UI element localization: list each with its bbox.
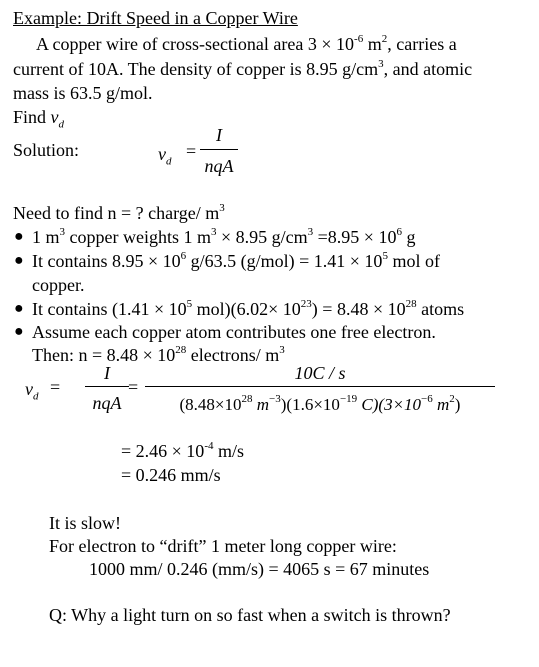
question-text: Q: Why a light turn on so fast when a switch is thrown? <box>49 605 451 625</box>
text: mol of <box>387 251 440 271</box>
bullet-icon: ● <box>14 323 24 340</box>
fraction-denominator: nqA <box>92 393 122 413</box>
need-text: Need to find n = ? charge/ m <box>13 203 220 223</box>
text: atoms <box>416 299 465 319</box>
bullet-continuation: copper. <box>32 275 85 295</box>
text: ) = 8.48 × 10 <box>311 299 406 319</box>
find-text: Find <box>13 107 51 127</box>
result-line-1 <box>121 440 244 462</box>
equals-sign: = <box>128 377 139 397</box>
equals-sign: = <box>186 141 197 161</box>
exponent: 6 <box>396 226 402 238</box>
equals-sign: = <box>50 377 61 397</box>
problem-text: , and atomic <box>383 59 473 79</box>
calc-lhs <box>25 378 39 408</box>
problem-text: current of 10A. The density of copper is 8.95 g/cm <box>13 59 379 79</box>
exponent: 3 <box>59 226 66 238</box>
text: electrons/ m <box>186 345 280 365</box>
exponent: 28 <box>405 298 417 310</box>
fraction-denominator <box>145 394 495 416</box>
text: g/63.5 (g/mol) = 1.41 × 10 <box>186 251 383 271</box>
exponent: 3 <box>279 344 285 356</box>
text: It contains 8.95 × 10 <box>32 251 181 271</box>
fraction-numerator: 10C / s <box>294 363 346 383</box>
drift-text: For electron to “drift” 1 meter long copper wire: <box>49 536 397 556</box>
text: )(1.6×10 <box>280 395 340 414</box>
var-v: v <box>158 144 166 164</box>
exponent: 3 <box>219 202 225 214</box>
problem-text: m <box>363 34 382 54</box>
exponent: −19 <box>339 393 358 406</box>
text: Then: n = 8.48 × 10 <box>32 345 176 365</box>
exponent: 28 <box>175 344 187 356</box>
find-line <box>13 106 64 136</box>
exponent: 23 <box>300 298 312 310</box>
text: = 2.46 × 10 <box>121 441 205 461</box>
text: m <box>432 395 450 414</box>
exponent: 2 <box>381 33 388 45</box>
var-v: v <box>25 379 33 399</box>
problem-text: A copper wire of cross-sectional area 3 × 10 <box>36 34 355 54</box>
exponent: -4 <box>204 440 214 452</box>
fraction-denominator: nqA <box>204 156 234 176</box>
fraction-numerator: I <box>216 125 222 145</box>
exponent: 5 <box>186 298 193 310</box>
exponent: 28 <box>241 393 253 406</box>
text: C)(3×10 <box>357 395 422 414</box>
text: m/s <box>213 441 244 461</box>
result-line-2: = 0.246 mm/s <box>121 465 221 485</box>
text: It contains (1.41 × 10 <box>32 299 187 319</box>
subscript: d <box>33 390 39 403</box>
solution-label: Solution: <box>13 140 80 160</box>
problem-line-1 <box>36 33 457 55</box>
text: m <box>252 395 270 414</box>
text: =8.95 × 10 <box>313 227 397 247</box>
slow-text: It is slow! <box>49 513 121 533</box>
subscript: d <box>58 118 65 131</box>
problem-line-2 <box>13 58 472 80</box>
text: 1 m <box>32 227 60 247</box>
exponent: 3 <box>378 58 384 70</box>
fraction-numerator: I <box>104 363 110 383</box>
exponent: 3 <box>307 226 314 238</box>
page-title: Example: Drift Speed in a Copper Wire <box>13 8 298 28</box>
fraction-bar <box>85 386 129 387</box>
bullet-item <box>32 298 464 320</box>
text: g <box>401 227 416 247</box>
exponent: −3 <box>269 393 281 406</box>
var-v: v <box>50 107 59 127</box>
text: × 8.95 g/cm <box>216 227 308 247</box>
need-line <box>13 202 225 224</box>
bullet-item <box>32 226 415 248</box>
fraction-bar <box>145 386 495 387</box>
exponent: 5 <box>382 250 388 262</box>
text: (8.48×10 <box>179 395 242 414</box>
exponent: −6 <box>421 393 433 406</box>
exponent: 2 <box>449 393 455 406</box>
exponent: 3 <box>210 226 217 238</box>
text: copper weights 1 m <box>65 227 211 247</box>
fraction-bar <box>200 149 238 150</box>
subscript: d <box>166 155 172 168</box>
problem-text: , carries a <box>387 34 457 54</box>
bullet-icon: ● <box>14 300 24 317</box>
problem-line-3: mass is 63.5 g/mol. <box>13 83 153 103</box>
text: mol)(6.02× 10 <box>192 299 301 319</box>
text: ) <box>454 395 461 414</box>
solution-lhs <box>158 143 172 173</box>
bullet-icon: ● <box>14 252 24 269</box>
bullet-item: Assume each copper atom contributes one free electron. <box>32 322 436 342</box>
time-text: 1000 mm/ 0.246 (mm/s) = 4065 s = 67 minutes <box>89 559 430 579</box>
exponent: -6 <box>354 33 364 45</box>
bullet-icon: ● <box>14 228 24 245</box>
exponent: 6 <box>180 250 187 262</box>
bullet-item <box>32 250 440 272</box>
